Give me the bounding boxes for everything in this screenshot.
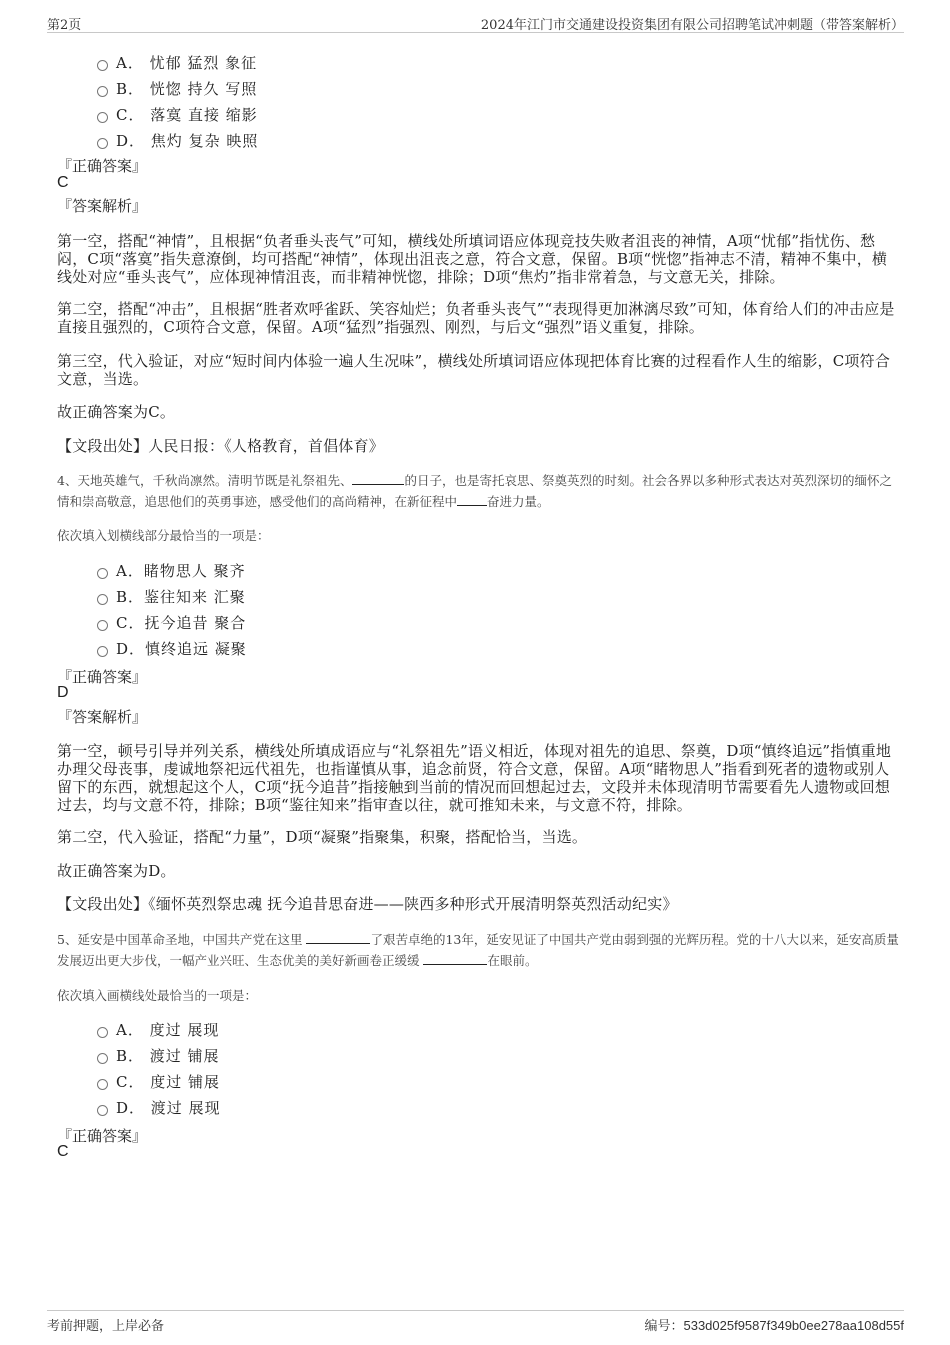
blank-line xyxy=(423,952,487,965)
q4-answer: D xyxy=(57,684,69,701)
q4-option-c[interactable]: C．抚今追昔 聚合 xyxy=(97,612,246,633)
blank-line xyxy=(306,931,370,944)
radio-icon[interactable] xyxy=(97,594,108,605)
page-number: 第2页 xyxy=(47,18,82,33)
radio-icon[interactable] xyxy=(97,1105,108,1116)
radio-icon[interactable] xyxy=(97,138,108,149)
q3-analysis-4: 故正确答案为C。 xyxy=(57,403,176,421)
q5-answer: C xyxy=(57,1143,69,1160)
document-title: 2024年江门市交通建设投资集团有限公司招聘笔试冲刺题（带答案解析） xyxy=(480,18,904,33)
q3-option-a[interactable]: A． 忧郁 猛烈 象征 xyxy=(97,52,257,73)
q3-option-d[interactable]: D． 焦灼 复杂 映照 xyxy=(97,130,258,151)
q4-analysis-3: 故正确答案为D。 xyxy=(57,862,176,880)
q5-answer-label: 『正确答案』 xyxy=(57,1127,148,1145)
document-id: 编号：533d025f9587f349b0ee278aa108d55f xyxy=(644,1318,904,1333)
q4-prompt: 依次填入划横线部分最恰当的一项是： xyxy=(57,528,270,543)
q5-prompt: 依次填入画横线处最恰当的一项是： xyxy=(57,988,258,1003)
radio-icon[interactable] xyxy=(97,568,108,579)
q5-option-c[interactable]: C． 度过 铺展 xyxy=(97,1071,220,1092)
q5-option-d[interactable]: D． 渡过 展现 xyxy=(97,1097,221,1118)
q4-analysis-2: 第二空，代入验证，搭配“力量”，D项“凝聚”指聚集，积聚，搭配恰当，当选。 xyxy=(57,828,588,846)
radio-icon[interactable] xyxy=(97,1053,108,1064)
q3-option-b[interactable]: B． 恍惚 持久 写照 xyxy=(97,78,257,99)
radio-icon[interactable] xyxy=(97,1079,108,1090)
radio-icon[interactable] xyxy=(97,620,108,631)
q5-option-b[interactable]: B． 渡过 铺展 xyxy=(97,1045,220,1066)
q3-analysis-label: 『答案解析』 xyxy=(57,197,148,215)
page-footer xyxy=(47,1310,904,1335)
q4-answer-label: 『正确答案』 xyxy=(57,668,148,686)
radio-icon[interactable] xyxy=(97,1027,108,1038)
q3-analysis-1: 第一空，搭配“神情”，且根据“负者垂头丧气”可知，横线处所填词语应体现竞技失败者沮丧的神情，A项“忧郁”指忧伤、愁闷，C项“落寞”指失意潦倒，均可搭配“神情”，体现出沮丧之意，符合文意，保留。B项“恍惚”指神志不清，精神不集中，横线处对应“垂头丧气”，应体现神情沮丧，而非精神恍惚，排除；D项“焦灼”指非常着急，与文意无关，排除。 xyxy=(57,232,888,286)
radio-icon[interactable] xyxy=(97,86,108,97)
radio-icon[interactable] xyxy=(97,112,108,123)
q4-analysis-label: 『答案解析』 xyxy=(57,708,148,726)
q4-source: 【文段出处】《缅怀英烈祭忠魂 抚今追昔思奋进——陕西多种形式开展清明祭英烈活动纪实》 xyxy=(57,895,678,913)
q4-option-d[interactable]: D．慎终追远 凝聚 xyxy=(97,638,247,659)
q3-answer-label: 『正确答案』 xyxy=(57,157,148,175)
footer-slogan: 考前押题，上岸必备 xyxy=(47,1319,165,1334)
q4-stem: 4、天地英雄气，千秋尚凛然。清明节既是礼祭祖先、 的日子，也是寄托哀思、祭奠英烈的时刻。社会各界以多种形式表达对英烈深切的缅怀之情和崇高敬意，追思他们的英勇事迹，感受他们的高尚精神，在新征程中 奋进力量。 xyxy=(57,473,892,509)
radio-icon[interactable] xyxy=(97,60,108,71)
q3-answer: C xyxy=(57,174,69,191)
q3-analysis-3: 第三空，代入验证，对应“短时间内体验一遍人生况味”，横线处所填词语应体现把体育比赛的过程看作人生的缩影，C项符合文意，当选。 xyxy=(57,352,891,388)
q4-option-b[interactable]: B．鉴往知来 汇聚 xyxy=(97,586,246,607)
q5-option-a[interactable]: A． 度过 展现 xyxy=(97,1019,219,1040)
q5-stem: 5、延安是中国革命圣地，中国共产党在这里 了艰苦卓绝的13年，延安见证了中国共产党由弱到强的光辉历程。党的十八大以来，延安高质量发展迈出更大步伐，一幅产业兴旺、生态优美的美好新画卷正缓缓 在眼前。 xyxy=(57,932,899,968)
q4-analysis-1: 第一空，顿号引导并列关系，横线处所填成语应与“礼祭祖先”语义相近，体现对祖先的追思、祭奠，D项“慎终追远”指慎重地办理父母丧事，虔诚地祭祀远代祖先，也指谨慎从事，追念前贤，符合文意，保留。A项“睹物思人”指看到死者的遗物或别人留下的东西，就想起这个人，C项“抚今追昔”指接触到当前的情况而回想起过去，文段并未体现清明节需要看先人遗物或回想过去，均与文意不符，排除；B项“鉴往知来”指审查以往，就可推知未来，与文意不符，排除。 xyxy=(57,742,892,814)
blank-line xyxy=(352,472,404,485)
q3-option-c[interactable]: C． 落寞 直接 缩影 xyxy=(97,104,258,125)
q4-option-a[interactable]: A．睹物思人 聚齐 xyxy=(97,560,246,581)
radio-icon[interactable] xyxy=(97,646,108,657)
q3-source: 【文段出处】人民日报：《人格教育，首倡体育》 xyxy=(57,437,384,455)
page-header xyxy=(47,12,904,33)
q3-analysis-2: 第二空，搭配“冲击”，且根据“胜者欢呼雀跃、笑容灿烂；负者垂头丧气”“表现得更加淋漓尽致”可知，体育给人们的冲击应是直接且强烈的，C项符合文意，保留。A项“猛烈”指强烈、刚烈，与后文“强烈”语义重复，排除。 xyxy=(57,300,895,336)
blank-line xyxy=(457,493,487,506)
